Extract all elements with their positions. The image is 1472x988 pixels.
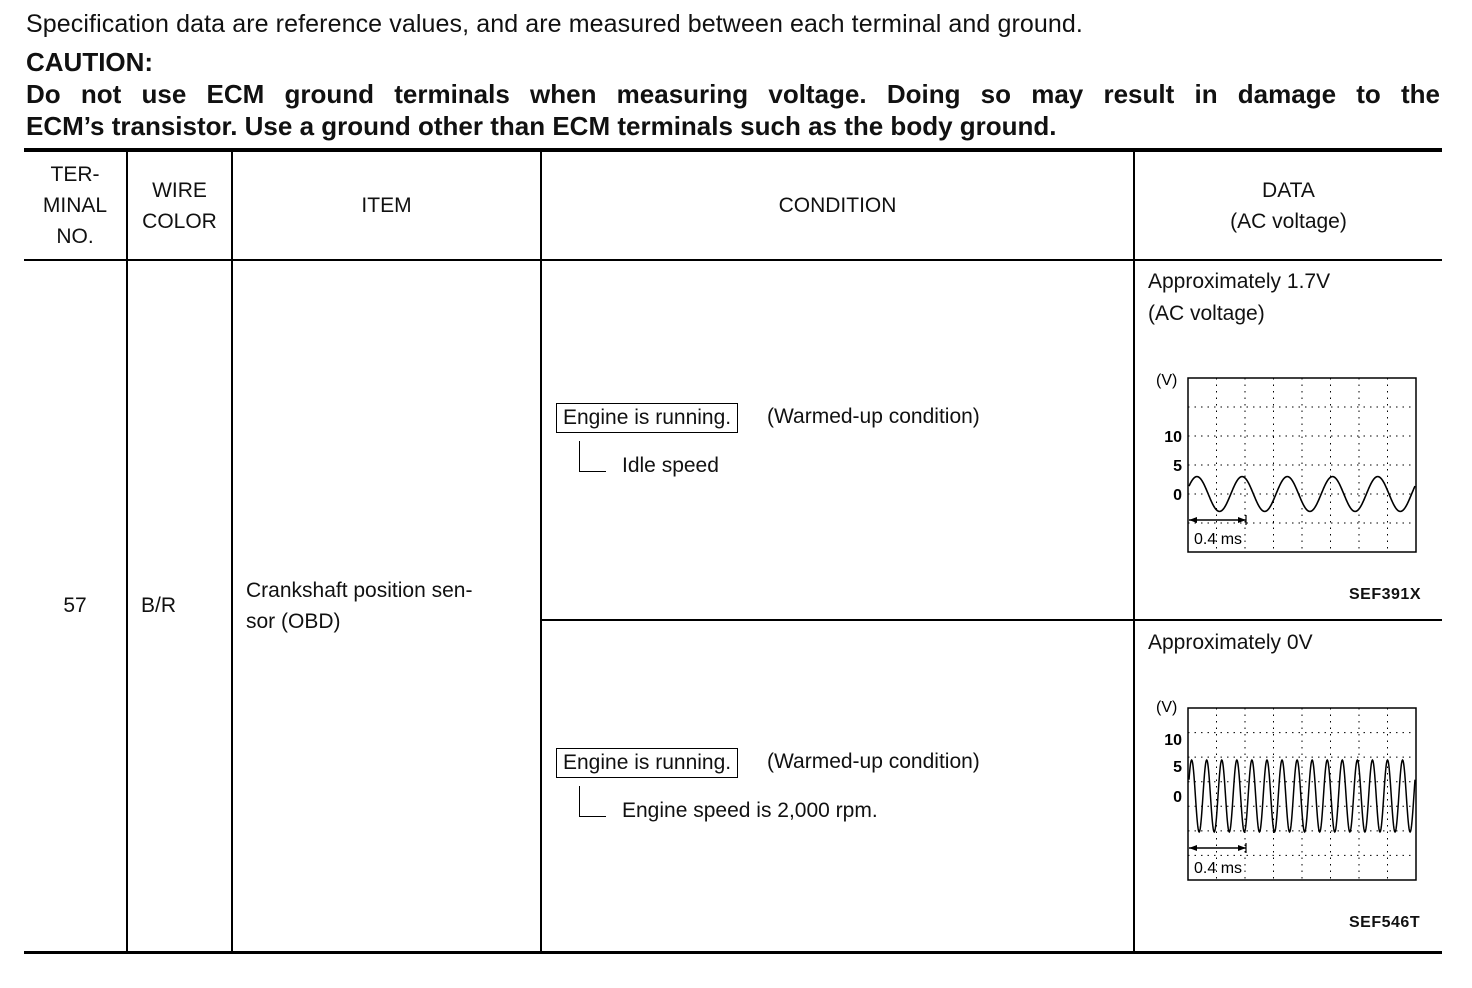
scope-1-tick-10: 10	[1164, 429, 1182, 446]
scope-2-waveform	[1189, 760, 1415, 832]
scope-1-tick-0: 0	[1173, 487, 1182, 504]
condition-2-sub: Engine speed is 2,000 rpm.	[622, 799, 878, 822]
data-1-line-1: Approximately 1.7V	[1148, 270, 1331, 293]
condition-2-note: (Warmed-up condition)	[767, 750, 980, 773]
scope-1-arrow-left-icon	[1189, 517, 1197, 523]
intro-text: Specification data are reference values, and are measured between each terminal and ground.	[26, 10, 1083, 38]
figure-1-code: SEF391X	[1349, 586, 1421, 603]
header-data-line-1: DATA	[1262, 178, 1315, 202]
col-divider-4	[1133, 150, 1135, 953]
header-data-line-2: (AC voltage)	[1230, 209, 1347, 233]
scope-1-unit: (V)	[1156, 372, 1178, 389]
oscilloscope-figure-2	[1140, 690, 1430, 890]
header-terminal-line-3: NO.	[56, 225, 94, 248]
caution-text	[26, 78, 1440, 142]
scope-2-time-label: 0.4 ms	[1194, 860, 1243, 877]
condition-1-sub: Idle speed	[622, 454, 719, 477]
cell-item-line-1: Crankshaft position sen-	[246, 579, 473, 602]
col-divider-1	[126, 150, 128, 953]
caution-line-2: ECM’s transistor. Use a ground other than ECM terminals such as the body ground.	[26, 111, 1057, 141]
header-wire-line-1: WIRE	[152, 178, 207, 202]
condition-2-state-box: Engine is running.	[556, 748, 738, 778]
scope-2-tick-0: 0	[1173, 789, 1182, 806]
scope-2-arrow-left-icon	[1189, 845, 1197, 851]
header-wire-line-2: COLOR	[142, 209, 217, 233]
data-2-text	[1148, 627, 1313, 659]
header-terminal-no	[24, 152, 126, 259]
col-divider-2	[231, 150, 233, 953]
caution-line-1: Do not use ECM ground terminals when measuring voltage. Doing so may result in damage to the	[26, 79, 1440, 109]
cell-item-line-2: sor (OBD)	[246, 610, 341, 633]
col-divider-3	[540, 150, 542, 953]
scope-1-tick-5: 5	[1173, 458, 1182, 475]
cell-wire-color: B/R	[141, 594, 177, 617]
header-wire-color	[128, 152, 231, 259]
data-2-line-1: Approximately 0V	[1148, 631, 1313, 654]
header-condition: CONDITION	[778, 194, 897, 217]
data-1-text	[1148, 266, 1330, 330]
scope-1-time-label: 0.4 ms	[1194, 531, 1243, 548]
scope-2-unit: (V)	[1156, 699, 1178, 716]
header-item: ITEM	[361, 194, 412, 217]
condition-2-branch-line	[579, 786, 606, 817]
scope-2-tick-5: 5	[1173, 759, 1182, 776]
header-rule	[24, 259, 1442, 261]
table-bottom-rule	[24, 951, 1442, 954]
figure-2-code: SEF546T	[1349, 914, 1421, 931]
scope-1-grid	[1188, 378, 1416, 552]
data-1-line-2: (AC voltage)	[1148, 302, 1265, 325]
scope-2-tick-10: 10	[1164, 732, 1182, 749]
header-terminal-line-1: TER-	[50, 163, 100, 186]
header-terminal-line-2: MINAL	[42, 194, 108, 217]
scope-1-waveform	[1189, 477, 1415, 512]
scope-2-grid	[1188, 708, 1416, 880]
cell-terminal-no: 57	[63, 594, 87, 617]
condition-1-state-box: Engine is running.	[556, 403, 738, 433]
row-divider	[542, 619, 1442, 621]
oscilloscope-figure-1	[1140, 360, 1430, 560]
header-data	[1135, 152, 1442, 259]
condition-1-branch-line	[579, 441, 606, 472]
caution-title: CAUTION:	[26, 47, 154, 77]
cell-item	[246, 575, 472, 637]
condition-1-note: (Warmed-up condition)	[767, 405, 980, 428]
